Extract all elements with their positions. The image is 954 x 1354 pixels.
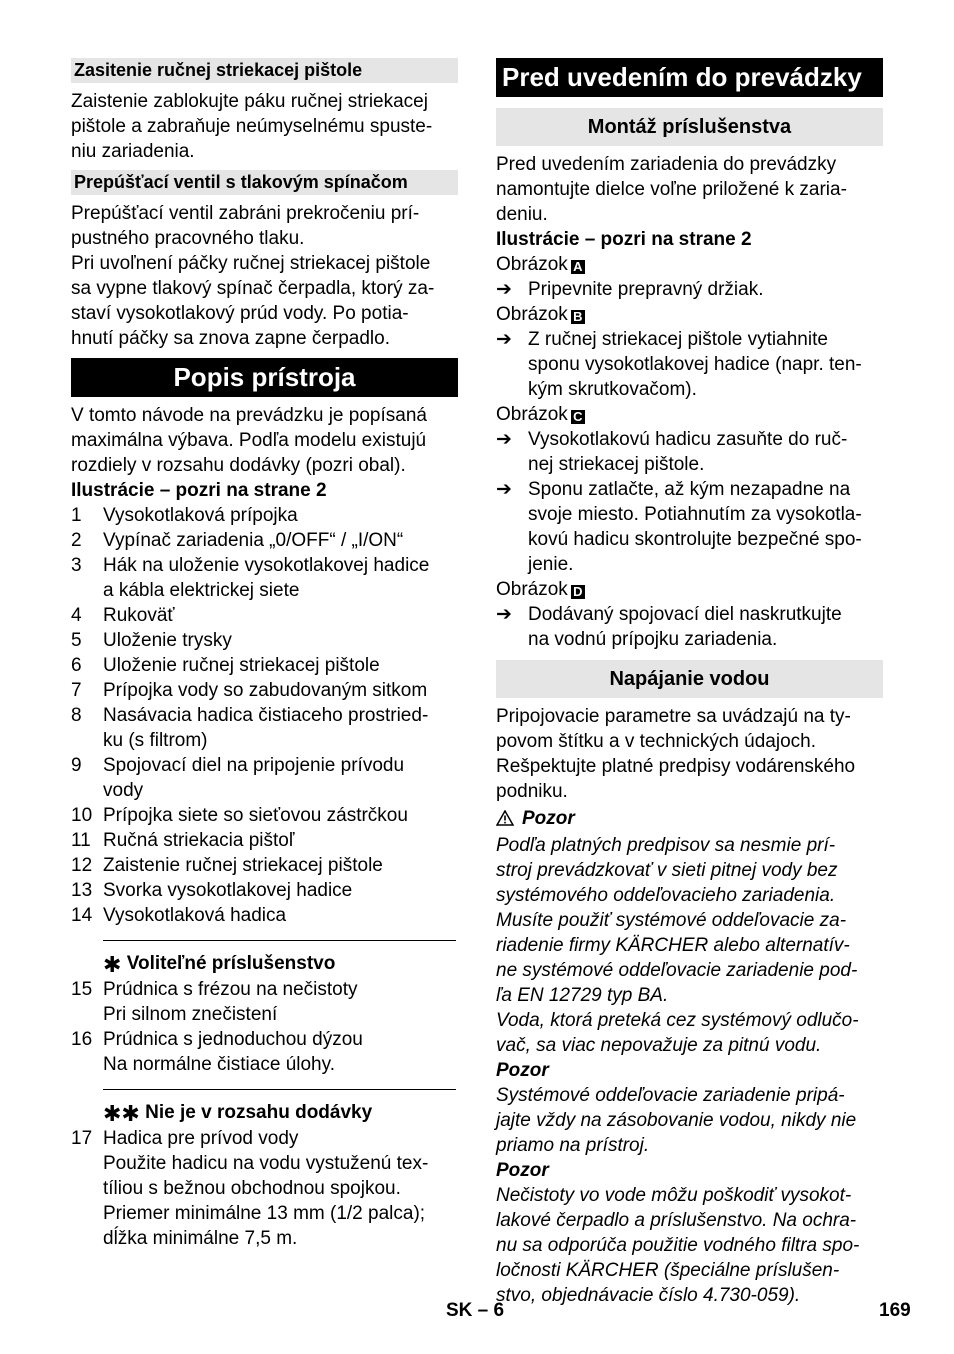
figure-a-label: Obrázok A bbox=[496, 252, 883, 277]
heading-description: Popis prístroja bbox=[71, 358, 458, 397]
text-line: kovú hadicu skontrolujte bezpečné spo- bbox=[528, 529, 862, 550]
list-item bbox=[71, 678, 458, 703]
list-item bbox=[71, 977, 458, 1027]
text-line: Priemer minimálne 13 mm (1/2 palca); bbox=[103, 1203, 426, 1224]
list-item bbox=[71, 703, 458, 753]
text-line: Hák na uloženie vysokotlakovej hadice bbox=[103, 555, 430, 576]
optional-label: Voliteľné príslušenstvo bbox=[126, 953, 336, 974]
arrow-icon: ➔ bbox=[496, 329, 512, 350]
list-item bbox=[71, 528, 458, 553]
item-number: 16 bbox=[71, 1029, 93, 1050]
item-number: 7 bbox=[71, 680, 82, 701]
text-line: Zaistenie ručnej striekacej pištole bbox=[103, 855, 383, 876]
text-line: Zaistenie zablokujte páku ručnej striekacej bbox=[71, 91, 428, 112]
text-line: tíliou s bežnou obchodnou spojkou. bbox=[103, 1178, 401, 1199]
item-text bbox=[103, 1126, 458, 1251]
star-icon: ✱ bbox=[103, 952, 122, 977]
list-item bbox=[71, 1126, 458, 1251]
item-number: 10 bbox=[71, 805, 93, 826]
item-number: 6 bbox=[71, 655, 82, 676]
item-number: 8 bbox=[71, 705, 82, 726]
text-line: rozdiely v rozsahu dodávky (pozri obal). bbox=[71, 455, 406, 476]
heading-water-supply: Napájanie vodou bbox=[496, 660, 883, 698]
list-item bbox=[71, 603, 458, 628]
figure-d-label: Obrázok D bbox=[496, 577, 883, 602]
item-number: 13 bbox=[71, 880, 93, 901]
text-line: Prepúšťací ventil zabráni prekročeniu prí- bbox=[71, 203, 420, 224]
text-line: ľa EN 12729 typ BA. bbox=[496, 985, 669, 1006]
text-line: Nečistoty vo vode môžu poškodiť vysokot- bbox=[496, 1185, 852, 1206]
item-text bbox=[103, 653, 458, 678]
list-item bbox=[71, 903, 458, 928]
item-text bbox=[103, 703, 458, 753]
text-line: stroj prevádzkovať v sieti pitnej vody bez bbox=[496, 860, 838, 881]
list-item bbox=[71, 803, 458, 828]
figure-c-badge: C bbox=[571, 410, 585, 424]
item-text bbox=[103, 503, 458, 528]
text-line: niu zariadenia. bbox=[71, 141, 195, 162]
water-text bbox=[496, 704, 883, 804]
mount-text bbox=[496, 152, 883, 227]
section-marker: SK – 6 bbox=[446, 1300, 505, 1321]
heading-valve: Prepúšťací ventil s tlakovým spínačom bbox=[71, 170, 458, 195]
item-text bbox=[103, 1027, 458, 1077]
item-text bbox=[103, 678, 458, 703]
text-line: jenie. bbox=[528, 554, 574, 575]
arrow-icon: ➔ bbox=[496, 279, 512, 300]
text-line: Prípojka vody so zabudovaným sitkom bbox=[103, 680, 428, 701]
optional-heading bbox=[71, 951, 458, 977]
list-item bbox=[71, 853, 458, 878]
figure-a-badge: A bbox=[571, 260, 585, 274]
instruction-step bbox=[496, 602, 883, 652]
text-line: Rukoväť bbox=[103, 605, 175, 626]
item-text bbox=[103, 603, 458, 628]
text-line: Ručná striekacia pištoľ bbox=[103, 830, 295, 851]
left-column bbox=[71, 58, 458, 1251]
instruction-step bbox=[496, 327, 883, 402]
item-text bbox=[103, 977, 458, 1027]
arrow-icon: ➔ bbox=[496, 479, 512, 500]
list-item bbox=[71, 1027, 458, 1077]
text-line: nu sa odporúča použitie vodného filtra spo- bbox=[496, 1235, 860, 1256]
item-number: 3 bbox=[71, 555, 82, 576]
text-line: Pri silnom znečistení bbox=[103, 1004, 278, 1025]
caution-heading: Pozor bbox=[496, 806, 883, 833]
item-number: 11 bbox=[71, 830, 91, 851]
heading-gun-lock: Zasitenie ručnej striekacej pištole bbox=[71, 58, 458, 83]
list-item bbox=[71, 553, 458, 603]
text-line: Vysokotlaková prípojka bbox=[103, 505, 298, 526]
text-line: Na normálne čistiace úlohy. bbox=[103, 1054, 335, 1075]
list-item bbox=[71, 653, 458, 678]
text-line: Musíte použiť systémové oddeľovacie za- bbox=[496, 910, 847, 931]
gun-lock-text bbox=[71, 89, 458, 164]
optional-parts-list bbox=[71, 977, 458, 1077]
instruction-step bbox=[496, 477, 883, 577]
text-line: sa vypne tlakový spínač čerpadla, ktorý za- bbox=[71, 278, 435, 299]
text-line: systémového oddeľovacieho zariadenia. bbox=[496, 885, 836, 906]
text-line: Pred uvedením zariadenia do prevádzky bbox=[496, 154, 837, 175]
text-line: Z ručnej striekacej pištole vytiahnite bbox=[528, 329, 828, 350]
text-line: Vysokotlaková hadica bbox=[103, 905, 287, 926]
text-line: Pripojovacie parametre sa uvádzajú na ty- bbox=[496, 706, 851, 727]
item-number: 15 bbox=[71, 979, 93, 1000]
text-line: pustného pracovného tlaku. bbox=[71, 228, 305, 249]
figure-d-badge: D bbox=[571, 585, 585, 599]
text-line: Použite hadicu na vodu vystuženú tex- bbox=[103, 1153, 429, 1174]
text-line: svoje miesto. Potiahnutím za vysokotla- bbox=[528, 504, 862, 525]
text-line: Uloženie trysky bbox=[103, 630, 232, 651]
text-line: namontujte dielce voľne priložené k zaria- bbox=[496, 179, 847, 200]
text-line: podniku. bbox=[496, 781, 568, 802]
text-line: maximálna výbava. Podľa modelu existujú bbox=[71, 430, 427, 451]
text-line: a kábla elektrickej siete bbox=[103, 580, 300, 601]
text-line: riadenie firmy KÄRCHER alebo alternatív- bbox=[496, 935, 850, 956]
caution3-text bbox=[496, 1183, 883, 1308]
item-number: 14 bbox=[71, 905, 93, 926]
parts-list bbox=[71, 503, 458, 928]
text-line: Podľa platných predpisov sa nesmie prí- bbox=[496, 835, 836, 856]
text-line: Pri uvoľnení páčky ručnej striekacej pištole bbox=[71, 253, 431, 274]
divider bbox=[103, 940, 456, 941]
item-number: 12 bbox=[71, 855, 93, 876]
text-line: lakové čerpadlo a príslušenstvo. Na ochra- bbox=[496, 1210, 857, 1231]
instruction-step bbox=[496, 277, 883, 302]
text-line: Prípojka siete so sieťovou zástrčkou bbox=[103, 805, 408, 826]
item-text bbox=[103, 903, 458, 928]
item-number: 2 bbox=[71, 530, 82, 551]
instruction-step bbox=[496, 427, 883, 477]
text-line: povom štítku a v technických údajoch. bbox=[496, 731, 816, 752]
double-star-icon: ✱✱ bbox=[103, 1101, 140, 1126]
text-line: Voda, ktorá preteká cez systémový odlučo- bbox=[496, 1010, 859, 1031]
heading-before-operation: Pred uvedením do prevádzky bbox=[496, 58, 883, 97]
heading-accessory-mounting: Montáž príslušenstva bbox=[496, 108, 883, 146]
text-line: Nasávacia hadica čistiaceho prostried- bbox=[103, 705, 429, 726]
page-number: 169 bbox=[879, 1300, 911, 1321]
text-line: sponu vysokotlakovej hadice (napr. ten- bbox=[528, 354, 862, 375]
item-number: 5 bbox=[71, 630, 82, 651]
text-line: vač, sa viac nepovažuje za pitnú vodu. bbox=[496, 1035, 822, 1056]
text-line: Rešpektujte platné predpisy vodárenského bbox=[496, 756, 856, 777]
item-text bbox=[103, 828, 458, 853]
item-text bbox=[103, 803, 458, 828]
figure-d-steps bbox=[496, 602, 883, 652]
figure-b-badge: B bbox=[571, 310, 585, 324]
text-line: ločnosti KÄRCHER (špeciálne príslušen- bbox=[496, 1260, 840, 1281]
text-line: V tomto návode na prevádzku je popísaná bbox=[71, 405, 427, 426]
item-text bbox=[103, 628, 458, 653]
item-text bbox=[103, 753, 458, 803]
illustration-reference: Ilustrácie – pozri na strane 2 bbox=[496, 229, 752, 250]
figure-b-steps bbox=[496, 327, 883, 402]
text-line: Svorka vysokotlakovej hadice bbox=[103, 880, 353, 901]
description-text bbox=[71, 403, 458, 478]
figure-c-steps bbox=[496, 427, 883, 577]
text-line: dĺžka minimálne 7,5 m. bbox=[103, 1228, 298, 1249]
list-item bbox=[71, 628, 458, 653]
text-line: Prúdnica s frézou na nečistoty bbox=[103, 979, 358, 1000]
list-item bbox=[71, 753, 458, 803]
text-line: Prúdnica s jednoduchou dýzou bbox=[103, 1029, 363, 1050]
caution3-heading: Pozor bbox=[496, 1160, 549, 1181]
right-column bbox=[496, 58, 883, 1308]
list-item bbox=[71, 503, 458, 528]
text-line: na vodnú prípojku zariadenia. bbox=[528, 629, 778, 650]
warning-icon bbox=[496, 808, 514, 833]
illustration-reference: Ilustrácie – pozri na strane 2 bbox=[71, 480, 327, 501]
text-line: stvo, objednávacie číslo 4.730-059). bbox=[496, 1285, 801, 1306]
text-line: Dodávaný spojovací diel naskrutkujte bbox=[528, 604, 842, 625]
text-line: ku (s filtrom) bbox=[103, 730, 208, 751]
text-line: nej striekacej pištole. bbox=[528, 454, 705, 475]
caution2-heading: Pozor bbox=[496, 1060, 549, 1081]
text-line: Vypínač zariadenia „0/OFF“ / „I/ON“ bbox=[103, 530, 404, 551]
item-text bbox=[103, 553, 458, 603]
text-line: kým skrutkovačom). bbox=[528, 379, 697, 400]
text-line: priamo na prístroj. bbox=[496, 1135, 650, 1156]
figure-b-label: Obrázok B bbox=[496, 302, 883, 327]
text-line: Pripevnite prepravný držiak. bbox=[528, 279, 764, 300]
item-text bbox=[103, 878, 458, 903]
text-line: staví vysokotlakový prúd vody. Po potia- bbox=[71, 303, 409, 324]
item-text bbox=[103, 853, 458, 878]
arrow-icon: ➔ bbox=[496, 429, 512, 450]
text-line: vody bbox=[103, 780, 144, 801]
item-text bbox=[103, 528, 458, 553]
not-included-label: Nie je v rozsahu dodávky bbox=[145, 1102, 373, 1123]
figure-a-steps bbox=[496, 277, 883, 302]
text-line: jajte vždy na zásobovanie vodou, nikdy nie bbox=[496, 1110, 857, 1131]
item-number: 4 bbox=[71, 605, 82, 626]
text-line: Spojovací diel na pripojenie prívodu bbox=[103, 755, 405, 776]
not-included-parts-list bbox=[71, 1126, 458, 1251]
text-line: Systémové oddeľovacie zariadenie pripá- bbox=[496, 1085, 845, 1106]
text-line: pištole a zabraňuje neúmyselnému spuste- bbox=[71, 116, 433, 137]
list-item bbox=[71, 878, 458, 903]
text-line: Hadica pre prívod vody bbox=[103, 1128, 299, 1149]
list-item bbox=[71, 828, 458, 853]
text-line: deniu. bbox=[496, 204, 548, 225]
not-included-heading bbox=[71, 1100, 458, 1126]
text-line: Uloženie ručnej striekacej pištole bbox=[103, 655, 380, 676]
text-line: ne systémové oddeľovacie zariadenie pod- bbox=[496, 960, 858, 981]
item-number: 17 bbox=[71, 1128, 93, 1149]
divider bbox=[103, 1089, 456, 1090]
figure-c-label: Obrázok C bbox=[496, 402, 883, 427]
text-line: Sponu zatlačte, až kým nezapadne na bbox=[528, 479, 851, 500]
item-number: 1 bbox=[71, 505, 82, 526]
valve-text bbox=[71, 201, 458, 351]
text-line: Vysokotlakovú hadicu zasuňte do ruč- bbox=[528, 429, 848, 450]
arrow-icon: ➔ bbox=[496, 604, 512, 625]
caution2-text bbox=[496, 1083, 883, 1158]
text-line: hnutí páčky sa znova zapne čerpadlo. bbox=[71, 328, 390, 349]
caution-text bbox=[496, 833, 883, 1058]
item-number: 9 bbox=[71, 755, 82, 776]
